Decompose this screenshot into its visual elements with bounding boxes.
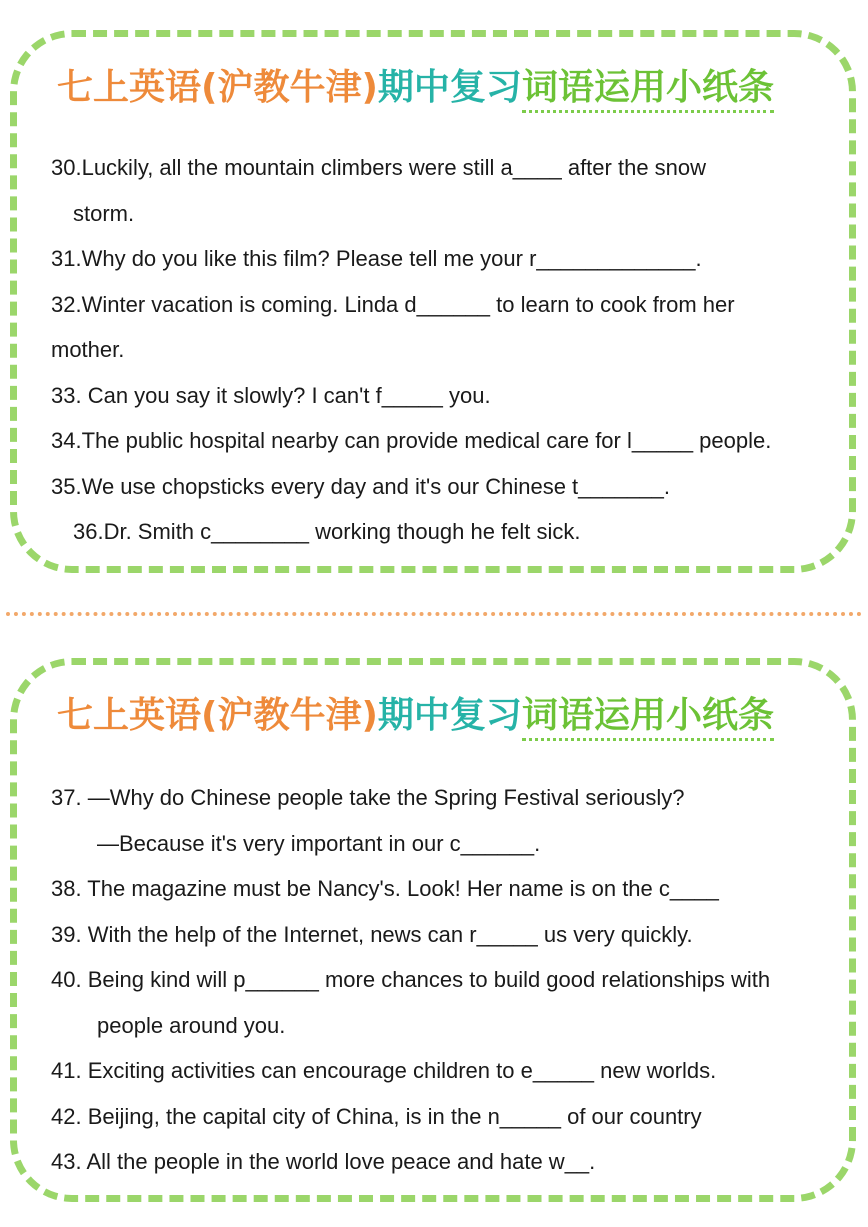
question-line: —Because it's very important in our c______.	[97, 830, 541, 856]
title-part-review: 期中复习	[377, 695, 522, 736]
question-line: 41. Exciting activities can encourage children to e_____ new worlds.	[51, 1058, 717, 1083]
question-line: 40. Being kind will p______ more chances to build good relationships with	[51, 967, 771, 992]
question-line: 35.We use chopsticks every day and it's our Chinese t_______.	[51, 473, 670, 499]
title-part-course: 七上英语(沪教牛津)	[57, 67, 378, 108]
title-part-review: 期中复习	[377, 67, 522, 108]
question-list	[51, 145, 831, 555]
question-line: 38. The magazine must be Nancy's. Look! Her name is on the c____	[51, 876, 719, 901]
question-line: 43. All the people in the world love peace and hate w__.	[51, 1149, 596, 1174]
question-list	[51, 775, 831, 1185]
note-card-1	[10, 30, 856, 573]
question-line: 37. —Why do Chinese people take the Spring Festival seriously?	[51, 785, 685, 810]
title-part-topic: 词语运用小纸条	[522, 695, 774, 741]
note-card-2	[10, 658, 856, 1202]
question-line: people around you.	[97, 1012, 286, 1038]
card-title	[57, 693, 774, 739]
question-line: 32.Winter vacation is coming. Linda d______ to learn to cook from her	[51, 291, 735, 317]
question-line: 36.Dr. Smith c________ working though he felt sick.	[73, 519, 581, 544]
question-line: 31.Why do you like this film? Please tell me your r_____________.	[51, 246, 702, 271]
question-line: 42. Beijing, the capital city of China, is in the n_____ of our country	[51, 1103, 702, 1129]
title-part-course: 七上英语(沪教牛津)	[57, 695, 378, 736]
question-line: storm.	[73, 200, 135, 226]
question-line: 33. Can you say it slowly? I can't f_____ you.	[51, 382, 491, 408]
question-line: 34.The public hospital nearby can provide medical care for l_____ people.	[51, 428, 772, 453]
title-part-topic: 词语运用小纸条	[522, 67, 774, 113]
question-line: 39. With the help of the Internet, news can r_____ us very quickly.	[51, 921, 693, 947]
section-divider	[6, 612, 862, 616]
question-line: 30.Luckily, all the mountain climbers were still a____ after the snow	[51, 155, 707, 180]
question-line: mother.	[51, 337, 125, 362]
card-title	[57, 65, 774, 111]
